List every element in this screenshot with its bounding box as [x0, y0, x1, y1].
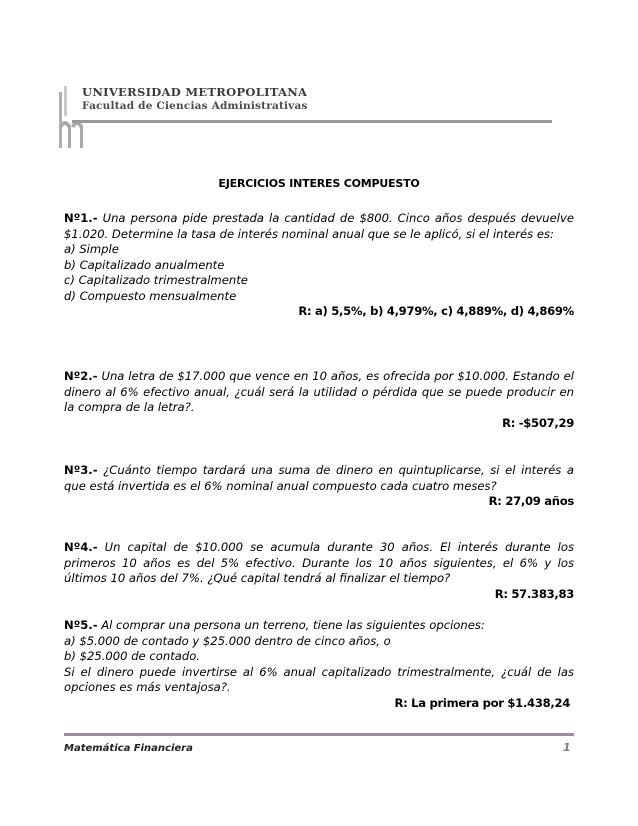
- option-item: a) Simple: [64, 242, 119, 256]
- answer: R: a) 5,5%, b) 4,979%, c) 4,889%, d) 4,869%: [298, 304, 574, 318]
- exercise-number: Nº4.-: [64, 540, 98, 554]
- exercise-question: Si el dinero puede invertirse al 6% anual capitalizado trimestralmente, ¿cuál de las opciones es más ventajosa?.: [64, 664, 574, 694]
- footer-divider: [64, 733, 574, 736]
- option-item: b) Capitalizado anualmente: [64, 257, 225, 272]
- exercise-number: Nº2.-: [64, 369, 98, 383]
- exercise-3: [64, 463, 574, 510]
- option-item: a) $5.000 de contado y $25.000 dentro de cinco años, o: [64, 633, 391, 648]
- option-item: c) Capitalizado trimestralmente: [64, 273, 248, 287]
- exercise-number: Nº5.-: [64, 618, 98, 632]
- faculty-name: Facultad de Ciencias Administrativas: [82, 100, 308, 112]
- exercise-1: [64, 211, 574, 320]
- exercise-5: [64, 618, 574, 711]
- exercise-statement: Nº1.- Una persona pide prestada la cantidad de $800. Cinco años después devuelve $1.020. Determine la tasa de interés nominal anual que se le aplicó, si el interés es:: [64, 211, 575, 241]
- header-divider: [72, 120, 552, 123]
- page-number: 1: [563, 741, 571, 754]
- exercise-number: Nº1.-: [64, 211, 98, 225]
- exercise-statement: Nº5.- Al comprar una persona un terreno, tiene las siguientes opciones:: [64, 618, 485, 632]
- exercise-statement: Nº4.- Un capital de $10.000 se acumula durante 30 años. El interés durante los primeros 10 años es del 5% efectivo. Durante los 10 años siguientes, el 6% y los últimos 10 años del 7%. ¿Qué capital tendrá al finalizar el tiempo?: [64, 540, 574, 585]
- answer: R: La primera por $1.438,24: [394, 695, 570, 710]
- answer: R: 57.383,83: [494, 586, 574, 601]
- exercise-4: [64, 540, 574, 602]
- exercise-number: Nº3.-: [64, 463, 98, 477]
- footer-course-name: Matemática Financiera: [64, 743, 193, 754]
- exercise-statement: Nº2.- Una letra de $17.000 que vence en 10 años, es ofrecida por $10.000. Estando el dinero al 6% efectivo anual, ¿cuál será la utilidad o pérdida que se puede producir en la compra de la letra?.: [64, 369, 574, 414]
- answer: R: 27,09 años: [488, 494, 574, 508]
- university-name: UNIVERSIDAD METROPOLITANA: [82, 85, 308, 99]
- exercise-2: [64, 369, 574, 431]
- option-item: b) $25.000 de contado.: [64, 649, 200, 663]
- option-item: d) Compuesto mensualmente: [64, 288, 237, 303]
- exercise-statement: Nº3.- ¿Cuánto tiempo tardará una suma de dinero en quintuplicarse, si el interés a que está invertida es el 6% nominal anual compuesto cada cuatro meses?: [64, 463, 574, 493]
- answer: R: -$507,29: [502, 415, 574, 430]
- document-title: EJERCICIOS INTERES COMPUESTO: [218, 177, 420, 190]
